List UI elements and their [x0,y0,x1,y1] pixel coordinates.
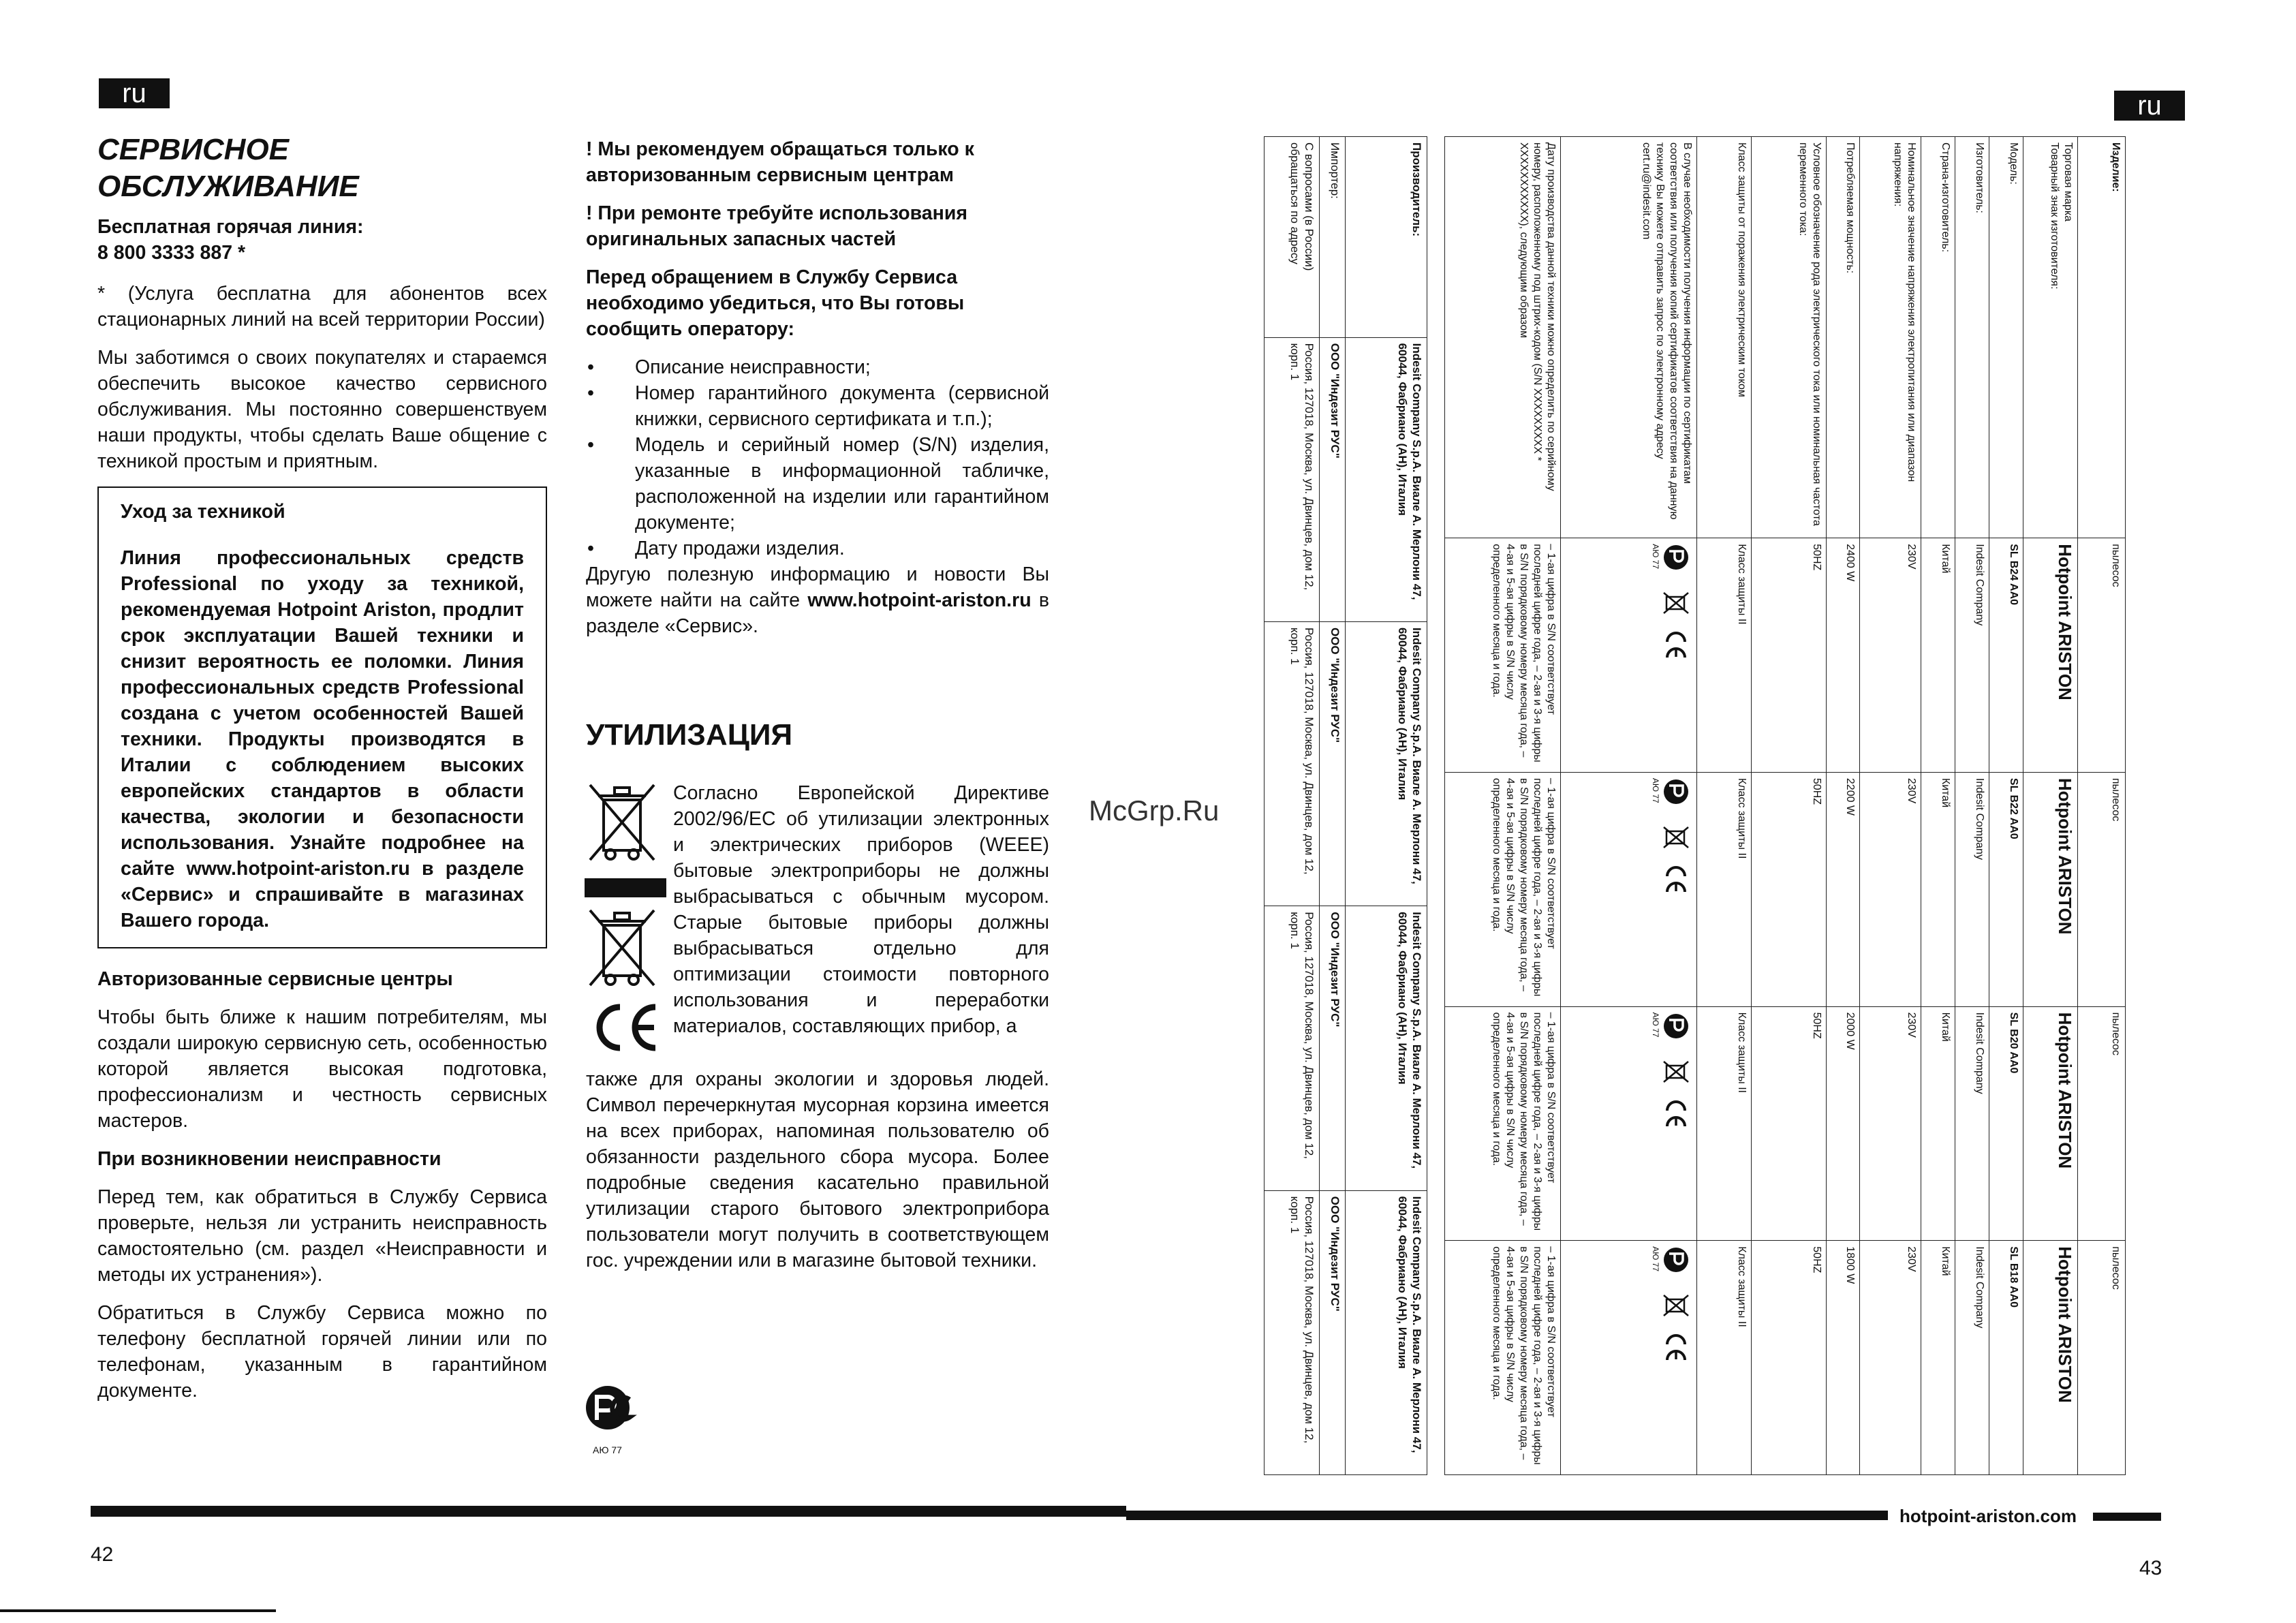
table-row [1989,137,2023,1475]
date-rule-cell-4: – 1-ая цифра в S/N соответствует последней цифре года, – 2-ая и 3-я цифры в S/N порядковому номеру месяца года, – 4-ая и 5-ая цифры в S/N числу определенного месяца и года. [1445,1241,1561,1475]
mark-code-3: АЮ 77 [1650,1012,1660,1038]
watermark: McGrp.Ru [1089,794,1220,826]
trademark-label: Торговая марка [2062,142,2075,222]
pct-mark-icon [1662,544,1690,578]
freq-cell-4: 50HZ [1751,1241,1826,1475]
manufacturer-cell-2: Indesit Company [1955,772,1989,1006]
mark-code-4: АЮ 77 [1650,1246,1660,1272]
spec-label-protection: Класс защиты от поражения электрическим током [1696,137,1751,538]
spec-table [1444,136,2126,1475]
contact-cell-3: Россия, 127018, Москва, ул. Двинцев, дом 12, корп. 1 [1265,906,1320,1190]
model-cell-4: SL B18 AA0 [1989,1241,2023,1475]
info-text-end: в разделе «Сервис». [586,589,1049,637]
contact-cell-1: Россия, 127018, Москва, ул. Двинцев, дом 12, корп. 1 [1265,337,1320,621]
spec-label-manufacturer: Изготовитель: [1955,137,1989,538]
date-rule-cell-3: – 1-ая цифра в S/N соответствует последней цифре года, – 2-ая и 3-я цифры в S/N порядковому номеру месяца года, – 4-ая и 5-ая цифры в S/N числу определенного месяца и года. [1445,1006,1561,1241]
importer-cell-3: ООО "Индезит РУС" [1320,906,1346,1190]
importer-label: Импортер: [1320,137,1346,338]
marks-cell-2 [1560,772,1696,1006]
power-cell-4: 1800 W [1826,1241,1860,1475]
ce-mark-icon [1664,1097,1688,1128]
service-title: СЕРВИСНОЕ ОБСЛУЖИВАНИЕ [97,133,359,203]
product-cell-4: пылесос [2078,1241,2126,1475]
spec-label-voltage: Номинальное значение напряжения электропитания или диапазон напряжения: [1860,137,1921,538]
table-row [1955,137,1989,1475]
fault-text-1: Перед тем, как обратиться в Службу Сервиса проверьте, нельзя ли устранить неисправность самостоятельно (см. раздел «Неисправности и методы их устранения»). [97,1186,547,1286]
power-cell-2: 2200 W [1826,772,1860,1006]
table-row [1346,137,1427,1475]
product-cell-2: пылесос [2078,772,2126,1006]
mark-code-2: АЮ 77 [1650,777,1660,803]
table-row [2023,137,2078,1475]
importer-cell-4: ООО "Индезит РУС" [1320,1190,1346,1474]
date-rule-cell-1: – 1-ая цифра в S/N соответствует последней цифре года, – 2-ая и 3-я цифры в S/N порядковому номеру месяца года, – 4-ая и 5-ая цифры в S/N числу определенного месяца и года. [1445,538,1561,773]
care-paragraph: Мы заботимся о своих покупателях и стараемся обеспечить высокое качество сервисного обслуживания. Мы постоянно совершенствуем наши продукты, чтобы сделать Ваше общение с техникой простым и приятным. [97,347,547,472]
footer-rule-right [1126,1511,1888,1520]
manufacturer-table-wrapper [1264,136,1427,1475]
list-item: • Описание неисправности; [586,354,1049,380]
cert-marks [1662,778,1690,1001]
fault-title: При возникновении неисправности [97,1148,441,1170]
model-cell-2: SL B22 AA0 [1989,772,2023,1006]
importer-cell-2: ООО "Индезит РУС" [1320,621,1346,906]
hotline-block [97,214,547,266]
hotline-note: * (Услуга бесплатна для абонентов всех стационарных линий на всей территории России) [97,283,547,330]
country-cell-2: Китай [1921,772,1955,1006]
hotline-number: 8 800 3333 887 * [97,242,246,264]
producer-cell-1: Indesit Company S.p.A. Виале А. Мерлони 47, 60044, Фабриано (АН), Италия [1346,337,1427,621]
list-item: • Модель и серийный номер (S/N) изделия, указанные в информационной табличке, расположенной на изделии или гарантийном документе; [586,432,1049,536]
country-cell-3: Китай [1921,1006,1955,1241]
class-cell-1: Класс защиты II [1696,538,1751,773]
manufacturer-table [1264,136,1427,1475]
prepare-list [586,354,1049,561]
auth-centers-title: Авторизованные сервисные центры [97,968,453,990]
power-cell-3: 2000 W [1826,1006,1860,1241]
marks-cell-4 [1560,1241,1696,1475]
model-cell-3: SL B20 AA0 [1989,1006,2023,1241]
utilization-title: УТИЛИЗАЦИЯ [586,718,793,752]
table-row [1445,137,1561,1475]
care-box-title: Уход за техникой [121,501,285,523]
spec-label-model: Модель: [1989,137,2023,538]
recommend-authorized: ! Мы рекомендуем обращаться только к авторизованным сервисным центрам [586,138,974,186]
model-cell-1: SL B24 AA0 [1989,538,2023,773]
spec-label-frequency: Условное обозначение рода электрического тока или номинальная частота переменного тока: [1751,137,1826,538]
footer-rule-end [2093,1513,2161,1521]
fault-text-2: Обратиться в Службу Сервиса можно по телефону бесплатной горячей линии или по телефонам, указанным в гарантийном документе. [97,1302,547,1402]
contact-cell-4: Россия, 127018, Москва, ул. Двинцев, дом 12, корп. 1 [1265,1190,1320,1474]
pct-mark-icon [1662,778,1690,812]
middle-column [586,136,1049,651]
ce-mark-icon [587,1002,661,1053]
class-cell-3: Класс защиты II [1696,1006,1751,1241]
producer-cell-3: Indesit Company S.p.A. Виале А. Мерлони 47, 60044, Фабриано (АН), Италия [1346,906,1427,1190]
marks-cell-1 [1560,538,1696,773]
footer-site[interactable]: hotpoint-ariston.com [1899,1506,2077,1526]
spec-label-product: Изделие: [2078,137,2126,538]
page-number-right: 43 [2139,1557,2162,1579]
brand-sign-label: Товарный знак изготовителя: [2049,142,2061,290]
table-row [1696,137,1751,1475]
spec-table-wrapper [1444,136,2126,1475]
table-row [1860,137,1921,1475]
weee-bin-icon [1662,1060,1690,1083]
table-row [2078,137,2126,1475]
weee-bin-icon [1662,591,1690,615]
producer-label: Производитель: [1346,137,1427,338]
footer-rule-left [91,1506,1126,1517]
info-text: Другую полезную информацию и новости Вы можете найти на сайте [586,563,1049,611]
info-site-link[interactable]: www.hotpoint-ariston.ru [807,589,1031,611]
voltage-cell-2: 230V [1860,772,1921,1006]
pct-mark-icon [1662,1246,1690,1280]
care-box-text: Линия профессиональных средств Professional по уходу за техникой, рекомендуемая Hotpoint Ariston, продлит срок эксплуатации Вашей техники и снизит вероятность ее поломки. Линия профессиональных средств Professional создана с учетом особенностей Вашей техники. Продукты производятся в Италии с соблюдением высоких европейских стандартов в области качества, экологии и безопасности использования. Узнайте подробнее на сайте www.hotpoint-ariston.ru в разделе «Сервис» и спрашивайте в магазинах Вашего города. [121,547,524,931]
language-tag-right: ru [2114,91,2185,121]
freq-cell-1: 50HZ [1751,538,1826,773]
country-cell-1: Китай [1921,538,1955,773]
weee-bin-icon [1662,1294,1690,1317]
table-row [1265,137,1320,1475]
table-row [1560,137,1696,1475]
table-row [1320,137,1346,1475]
ce-mark-icon [1664,1331,1688,1362]
spec-label-date: Дату производства данной техники можно определить по серийному номеру, расположенному под штрих-кодом (S/N XXXXXXXXX * XXXXXXXXXXX), следующим образом [1445,137,1561,538]
mark-code-1: АЮ 77 [1650,544,1660,570]
utilization-text-b: также для охраны экологии и здоровья людей. Символ перечеркнутая мусорная корзина имеется на всех приборах, напоминая пользователю об обязанности раздельного сбора мусора. Более подробные сведения касательно правильной утилизации старого бытового электроприбора пользователи могут получить в соответствующем гос. учреждении или в магазине бытовой техники. [586,1068,1049,1271]
cert-marks [1662,1246,1690,1469]
pct-code: АЮ 77 [593,1444,622,1455]
care-box [97,486,547,948]
power-cell-1: 2400 W [1826,538,1860,773]
left-column [97,281,547,1416]
marks-cell-3 [1560,1006,1696,1241]
table-row [1826,137,1860,1475]
producer-cell-4: Indesit Company S.p.A. Виале А. Мерлони 47, 60044, Фабриано (АН), Италия [1346,1190,1427,1474]
voltage-cell-4: 230V [1860,1241,1921,1475]
info-paragraph [586,561,1049,639]
list-item: • Номер гарантийного документа (сервисной книжки, сервисного сертификата и т.п.); [586,380,1049,432]
spec-label-power: Потребляемая мощность: [1826,137,1860,538]
cert-marks [1662,1013,1690,1235]
manufacturer-cell-3: Indesit Company [1955,1006,1989,1241]
spec-label-certificates: В случае необходимости получения информации по сертификатам соответствия или получения копий сертификатов соответствия на данную технику Вы можете отправить запрос по электронному адресу cert.ru@indesit.com [1560,137,1696,538]
weee-bin-icon [585,781,660,863]
manufacturer-cell-1: Indesit Company [1955,538,1989,773]
importer-cell-1: ООО "Индезит РУС" [1320,337,1346,621]
voltage-cell-1: 230V [1860,538,1921,773]
recommend-original-parts: ! При ремонте требуйте использования оригинальных запасных частей [586,202,967,250]
list-item: • Дату продажи изделия. [586,536,1049,561]
class-cell-4: Класс защиты II [1696,1241,1751,1475]
contact-cell-2: Россия, 127018, Москва, ул. Двинцев, дом 12, корп. 1 [1265,621,1320,906]
manufacturer-cell-4: Indesit Company [1955,1241,1989,1475]
spec-label-trademark [2023,137,2078,538]
utilization-text-a: Согласно Европейской Директиве 2002/96/ЕС об утилизации электронных и электрических приборов (WEEE) бытовые электроприборы не должны выбрасываться с обычным мусором. Старые бытовые приборы должны выбрасываться отдельно для оптимизации стоимости повторного использования и переработки материалов, составляющих прибор, а [673,782,1049,1037]
product-cell-1: пылесос [2078,538,2126,773]
weee-bin-icon-2 [585,906,660,988]
producer-cell-2: Indesit Company S.p.A. Виале А. Мерлони 47, 60044, Фабриано (АН), Италия [1346,621,1427,906]
prepare-intro: Перед обращением в Службу Сервиса необходимо убедиться, что Вы готовы сообщить оператору: [586,266,965,340]
cert-marks [1662,544,1690,767]
voltage-cell-3: 230V [1860,1006,1921,1241]
country-cell-4: Китай [1921,1241,1955,1475]
hotline-label: Бесплатная горячая линия: [97,216,364,238]
weee-bin-icon [1662,826,1690,849]
pct-mark-icon [1662,1013,1690,1047]
pct-mark-icon [585,1385,646,1432]
brand-logo-3: Hotpoint ARISTON [2023,1006,2078,1241]
date-rule-cell-2: – 1-ая цифра в S/N соответствует последней цифре года, – 2-ая и 3-я цифры в S/N порядковому номеру месяца года, – 4-ая и 5-ая цифры в S/N числу определенного месяца и года. [1445,772,1561,1006]
ce-mark-icon [1664,628,1688,660]
brand-logo-2: Hotpoint ARISTON [2023,772,2078,1006]
auth-centers-text: Чтобы быть ближе к нашим потребителям, мы создали широкую сервисную сеть, особенностью которой является высокая подготовка, профессионализм и честность сервисных мастеров. [97,1006,547,1132]
ce-mark-icon [1664,863,1688,894]
table-row [1751,137,1826,1475]
contact-label: С вопросами (в России) обращаться по адресу [1265,137,1320,338]
weee-bar-icon [585,878,666,897]
freq-cell-3: 50HZ [1751,1006,1826,1241]
product-cell-3: пылесос [2078,1006,2126,1241]
page-number-left: 42 [91,1543,114,1566]
brand-logo-1: Hotpoint ARISTON [2023,538,2078,773]
spec-label-country: Страна-изготовитель: [1921,137,1955,538]
freq-cell-2: 50HZ [1751,772,1826,1006]
class-cell-2: Класс защиты II [1696,772,1751,1006]
scan-edge-line [0,1609,276,1612]
language-tag-left: ru [99,78,170,108]
table-row [1921,137,1955,1475]
brand-logo-4: Hotpoint ARISTON [2023,1241,2078,1475]
